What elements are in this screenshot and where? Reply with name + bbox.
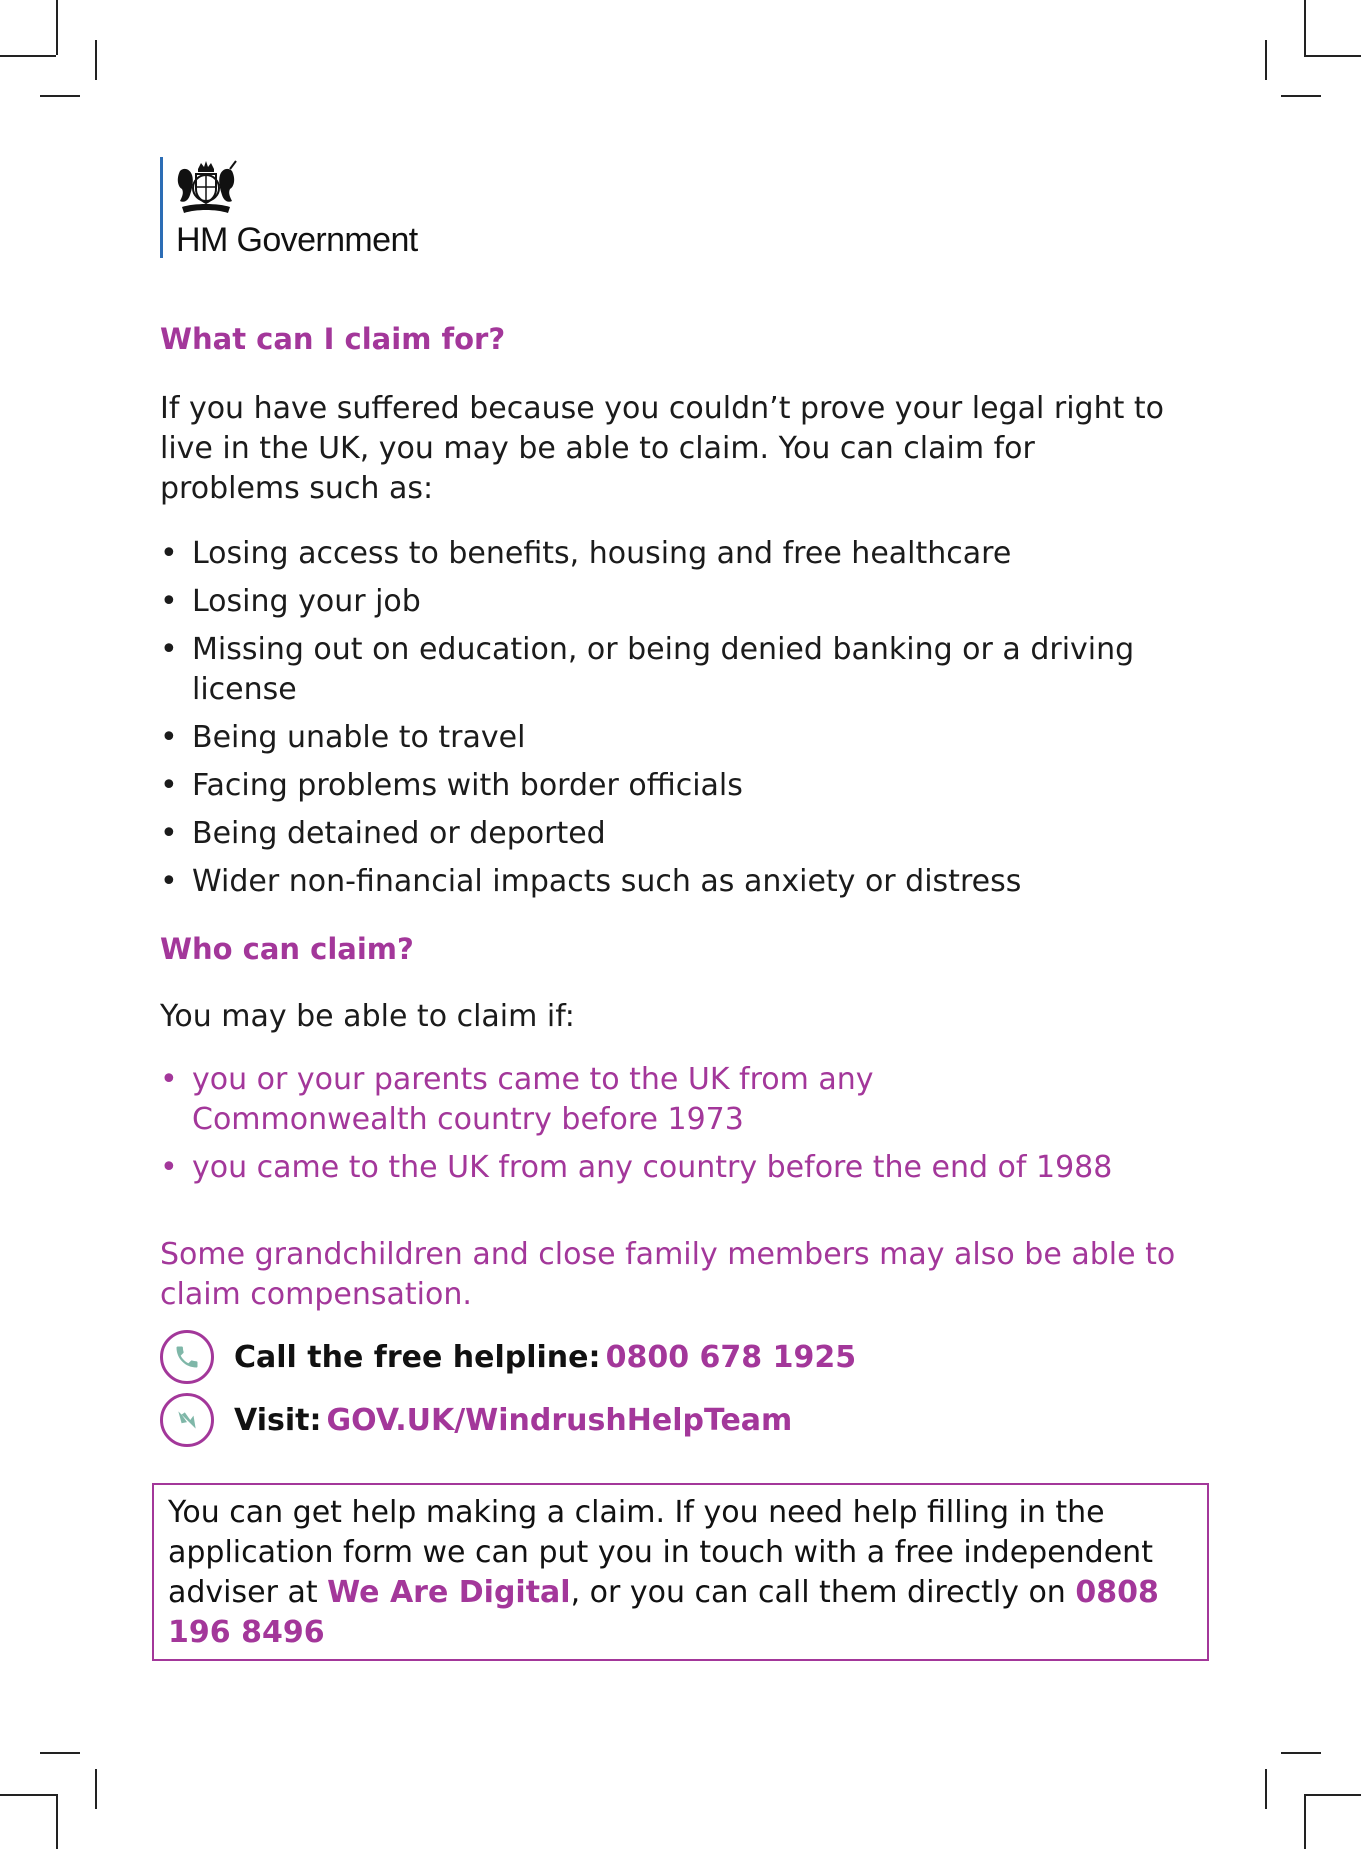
logo-org-name: HM Government: [176, 221, 418, 259]
crop-mark: [1304, 1794, 1306, 1849]
crop-mark: [1304, 1794, 1361, 1796]
phone-icon: [160, 1330, 214, 1384]
crop-mark: [95, 40, 97, 80]
we-are-digital-name: We Are Digital: [327, 1575, 571, 1610]
help-text-start: You can get help making a claim. If you need help filling in the application form we can put you in touch with a free independent adviser at: [168, 1495, 1153, 1610]
crop-mark: [40, 95, 80, 97]
list-item: • Losing your job: [160, 582, 1200, 622]
list-item: • Being unable to travel: [160, 718, 1200, 758]
help-text-middle: , or you can call them directly on: [570, 1575, 1076, 1610]
logo-accent-bar: [160, 157, 163, 258]
list-item: • Losing access to benefits, housing and free healthcare: [160, 534, 1200, 574]
hm-government-logo: [160, 157, 480, 258]
crop-mark: [56, 0, 58, 55]
helpline-label: Call the free helpline:: [234, 1339, 601, 1375]
list-item: • Being detained or deported: [160, 814, 1200, 854]
list-item: • Wider non-financial impacts such as anxiety or distress: [160, 862, 1200, 902]
crop-mark: [0, 1794, 56, 1796]
cursor-icon: [160, 1393, 214, 1447]
list-item: • you or your parents came to the UK from any Commonwealth country before 1973: [160, 1060, 1012, 1140]
crop-mark: [1265, 40, 1267, 80]
list-item: • Facing problems with border officials: [160, 766, 1200, 806]
adviser-phone-number[interactable]: 0808 196 8496: [168, 1575, 1159, 1650]
list-item: • you came to the UK from any country before the end of 1988: [160, 1148, 1122, 1188]
claim-intro-paragraph: If you have suffered because you couldn’t prove your legal right to live in the UK, you may be able to claim. You can claim for problems such as:: [160, 391, 1165, 506]
helpline-row: [160, 1328, 856, 1386]
website-label: Visit:: [234, 1402, 322, 1438]
crop-mark: [1281, 1752, 1321, 1754]
website-link[interactable]: GOV.UK/WindrushHelpTeam: [326, 1402, 793, 1438]
crop-mark: [0, 55, 56, 57]
crop-mark: [1265, 1769, 1267, 1809]
help-box: [152, 1483, 1209, 1661]
crop-mark: [40, 1752, 80, 1754]
claim-problems-list: [160, 534, 1200, 910]
crop-mark: [1281, 95, 1321, 97]
family-note-paragraph: Some grandchildren and close family members may also be able to claim compensation.: [160, 1237, 1176, 1312]
royal-coat-of-arms-icon: [174, 159, 238, 217]
crop-mark: [95, 1769, 97, 1809]
crop-mark: [56, 1794, 58, 1849]
list-item: • Missing out on education, or being denied banking or a driving license: [160, 630, 1152, 710]
heading-what-can-i-claim: What can I claim for?: [160, 322, 506, 356]
heading-who-can-claim: Who can claim?: [160, 932, 414, 966]
crop-mark: [1304, 55, 1361, 57]
crop-mark: [1304, 0, 1306, 55]
helpline-number[interactable]: 0800 678 1925: [605, 1339, 857, 1375]
who-intro-paragraph: You may be able to claim if:: [160, 999, 575, 1034]
website-row: [160, 1391, 792, 1449]
eligibility-list: [160, 1060, 1180, 1196]
